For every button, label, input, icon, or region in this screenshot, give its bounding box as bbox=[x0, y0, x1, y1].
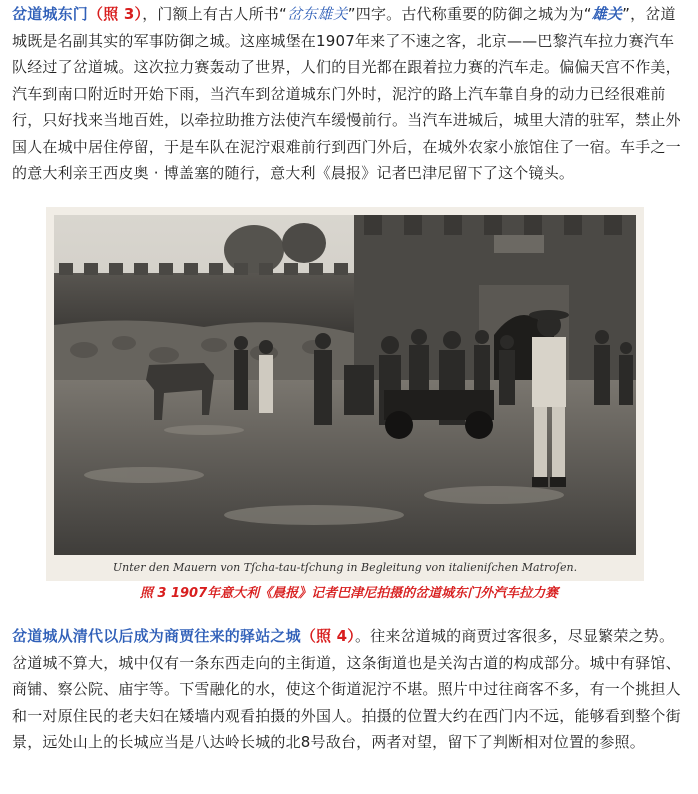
paragraph-relay-station bbox=[12, 623, 688, 756]
paragraph-text-part-c: ”，岔道城既是名副其实的军事防御之城。这座城堡在1907年来了不速之客，北京——巴黎汽车拉力赛汽车队经过了岔道城。这次拉力赛轰动了世界，人们的目光都在跟着拉力赛的汽车走。偏偏天宫不作美，汽车到南口附近时开始下雨，当汽车到岔道城东门外时，泥泞的路上汽车靠自身的动力已经很难前行，只好找来当地百姓，以牵拉助推方法使汽车缓慢前行。当汽车进城后，城里大清的驻军，禁止外国人在城中居住停留，于是车队在泥泞艰难前行到西门外后，在城外农家小旅馆住了一宿。车手之一的意大利亲王西皮奥 · 博盖塞的随行，意大利《晨报》记者巴津尼留下了这个镜头。 bbox=[12, 5, 681, 182]
photo-caption: 照 3 1907年意大利《晨报》记者巴津尼拍摄的岔道城东门外汽车拉力赛 bbox=[139, 586, 559, 601]
paragraph-text-part-a: ，门额上有古人所书“ bbox=[142, 5, 287, 23]
section-heading-relay-station: 岔道城从清代以后成为商贾往来的驿站之城 bbox=[12, 627, 301, 645]
gate-inscription-quote: 岔东雄关 bbox=[286, 5, 348, 23]
section-heading-east-gate: 岔道城东门 bbox=[12, 5, 89, 23]
paragraph-east-gate bbox=[12, 1, 688, 187]
photo-illustration bbox=[54, 215, 636, 555]
photo-ref-4: （照 4） bbox=[300, 627, 355, 645]
photo-german-caption: Unter den Mauern von Tſcha-tau-tſchung in Begleitung von italieniſchen Matroſen. bbox=[112, 561, 578, 574]
historic-photo-east-gate bbox=[54, 215, 636, 555]
xiongguan-quote: 雄关 bbox=[591, 5, 623, 23]
paragraph-text-relay: 。往来岔道城的商贾过客很多，尽显繁荣之势。岔道城不算大，城中仅有一条东西走向的主街道，这条街道也是关沟古道的构成部分。城中有驿馆、商铺、察公院、庙宇等。下雪融化的水，使这个街道泥泞不堪。照片中过往商客不多，有一个挑担人和一对原住民的老夫妇在矮墙内观看拍摄的外国人。拍摄的位置大约在西门内不远，能够看到整个街景，远处山上的长城应当是八达岭长城的北8号敌台，两者对望，留下了判断相对位置的参照。 bbox=[12, 627, 681, 751]
historic-photo-frame bbox=[46, 207, 644, 581]
photo-ref-3: （照 3） bbox=[88, 5, 143, 23]
paragraph-text-part-b: ”四字。古代称重要的防御之城为为“ bbox=[347, 5, 592, 23]
